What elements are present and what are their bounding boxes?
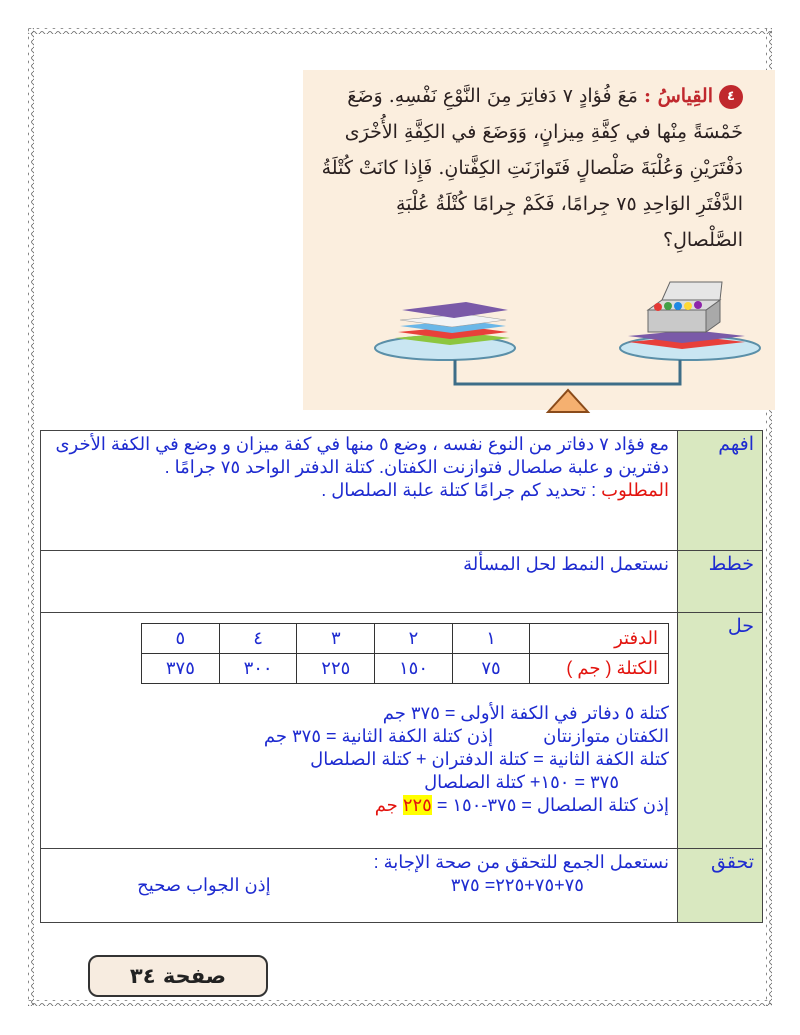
check-conclusion: إذن الجواب صحيح (137, 875, 271, 895)
answer-equation: إذن كتلة الصلصال = ٣٧٥-١٥٠ = (436, 795, 669, 815)
problem-number: ٤ (719, 85, 743, 109)
notebook-row (142, 624, 669, 654)
plan-content (41, 551, 678, 613)
understand-label: افهم (678, 431, 763, 551)
mass-row (142, 654, 669, 684)
notebook-mass-table (141, 623, 669, 684)
required-label: المطلوب (601, 480, 669, 500)
solve-line-1: كتلة ٥ دفاتر في الكفة الأولى = ٣٧٥ جم (382, 703, 669, 723)
understand-content (41, 431, 678, 551)
plan-row (41, 551, 763, 613)
table-cell: ٧٥ (452, 654, 529, 684)
table-cell: ٥ (142, 624, 220, 654)
table-cell: ٣٧٥ (142, 654, 220, 684)
table-cell: ٢ (375, 624, 453, 654)
solve-line-5 (49, 794, 669, 817)
second-pan-mass: إذن كتلة الكفة الثانية = ٣٧٥ جم (263, 726, 494, 746)
mass-row-header: الكتلة ( جم ) (530, 654, 669, 684)
solve-line-3: كتلة الكفة الثانية = كتلة الدفتران + كتلة الصلصال (310, 749, 669, 769)
notebook-row-header: الدفتر (530, 624, 669, 654)
check-label: تحقق (678, 849, 763, 923)
answer-value: ٢٢٥ (402, 795, 432, 815)
solve-line-2 (49, 725, 669, 748)
problem-text: مَعَ فُؤادٍ ٧ دَفاتِرَ مِنَ النَّوْعِ نَفْسِهِ. وَضَعَ خَمْسَةً مِنْها في كِفَّةِ مِيزانٍ، وَوَضَعَ في الكِفَّةِ الأُخْرَى دَفْتَرَيْنِ وَعُلْبَةَ صَلْصالٍ فَتَوازَنَتِ الكِفَّتانِ. فَإِذا كانَتْ كُتْلَةُ الدَّفْتَرِ الوَاحِدِ ٧٥ جِرامًا، فَكَمْ جِرامًا كُتْلَةُ عُلْبَةِ الصَّلْصالِ؟ (321, 85, 743, 251)
balance-scale-illustration (370, 280, 770, 420)
plan-text: نستعمل النمط لحل المسألة (463, 554, 669, 574)
page-number: صفحة ٣٤ (88, 955, 268, 997)
solve-content (41, 613, 678, 849)
table-cell: ٤ (219, 624, 297, 654)
fulcrum-triangle (548, 390, 588, 412)
solve-label: حل (678, 613, 763, 849)
solve-row (41, 613, 763, 849)
solve-line-4: ٣٧٥ = ١٥٠+ كتلة الصلصال (424, 772, 619, 792)
check-row (41, 849, 763, 923)
table-cell: ١ (452, 624, 529, 654)
problem-title: القِياسُ : (643, 85, 713, 107)
solution-table (40, 430, 763, 923)
table-cell: ٣٠٠ (219, 654, 297, 684)
required-text: : تحديد كم جرامًا كتلة علبة الصلصال . (321, 480, 597, 500)
understand-row (41, 431, 763, 551)
check-content (41, 849, 678, 923)
answer-unit: جم (374, 795, 398, 815)
table-cell: ٢٢٥ (297, 654, 375, 684)
notebooks-stack-left (395, 302, 510, 345)
table-cell: ٣ (297, 624, 375, 654)
understand-text: مع فؤاد ٧ دفاتر من النوع نفسه ، وضع ٥ منها في كفة ميزان و وضع في الكفة الأخرى دفترين و علبة صلصال فتوازنت الكفتان. كتلة الدفتر الواحد ٧٥ جرامًا . (55, 434, 669, 477)
plan-label: خطط (678, 551, 763, 613)
balanced-text: الكفتان متوازنتان (543, 726, 669, 746)
check-line-2 (49, 874, 669, 897)
check-equation: ٧٥+٧٥+٢٢٥= ٣٧٥ (450, 875, 584, 895)
problem-text-block (313, 78, 743, 258)
table-cell: ١٥٠ (375, 654, 453, 684)
check-line-1: نستعمل الجمع للتحقق من صحة الإجابة : (373, 852, 669, 872)
